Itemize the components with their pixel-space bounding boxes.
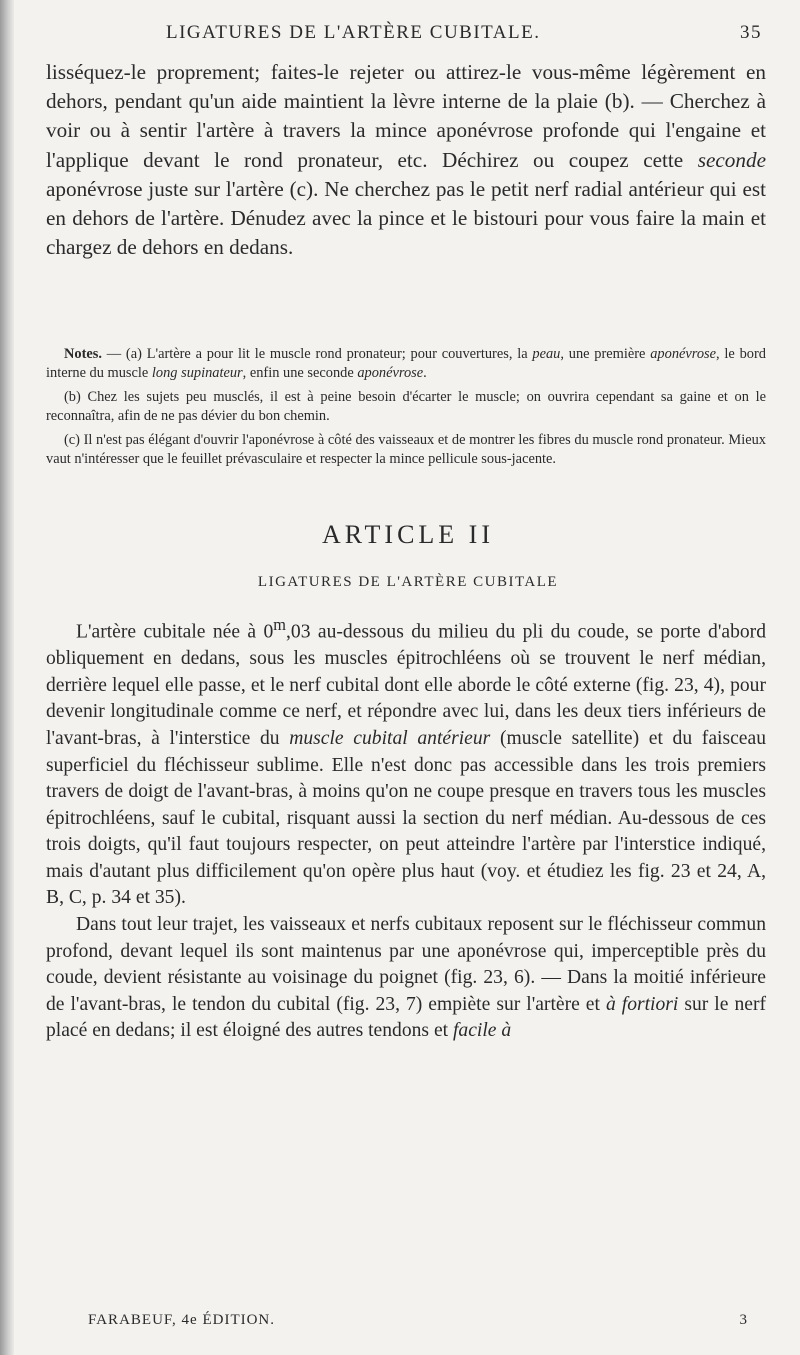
superscript-unit: m: [273, 615, 286, 634]
text-run: lisséquez-le proprement; faites-le rejeter ou attirez-le vous-même légèrement en dehors, pendant qu'un aide maintient la lèvre interne de la plaie (b). — Cherchez à voir ou à sentir l'artère à travers la mince aponévrose profonde qui l'engaine et l'applique devant le rond pronateur, etc. Déchirez ou coupez cette: [46, 60, 766, 172]
text-run: Dans tout leur trajet, les vaisseaux et nerfs cubitaux reposent sur le fléchisseur commun profond, devant lequel ils sont maintenus par une aponévrose qui, imperceptible près du coude, devient résistante au voisinage du poignet (fig. 23, 6). — Dans la moitié inférieure de l'avant-bras, le tendon du cubital (fig. 23, 7) empiète sur l'artère et: [46, 914, 766, 1015]
text-run: (muscle satellite) et du faisceau superficiel du fléchisseur sublime. Elle n'est donc pas accessible dans les trois premiers travers de doigt de l'avant-bras, à moins qu'on ne coupe presque en travers tous les muscles épitrochléens, sauf le cubital, risquant aussi la section du nerf médian. Au-dessous de ces trois doigts, qu'il faut toujours respecter, on peut atteindre l'artère par l'interstice indiqué, mais d'autant plus difficilement qu'on opère plus haut (voy. et étudiez les fig. 23 et 24, A, B, C, p. 34 et 35).: [46, 727, 766, 909]
text-run: L'artère cubitale née à 0: [76, 621, 274, 643]
article-paragraph-2: [46, 912, 766, 1045]
emphasis: peau: [532, 346, 561, 362]
book-page: [46, 0, 770, 1355]
emphasis: aponévrose: [650, 346, 717, 362]
article-subheading: LIGATURES DE L'ARTÈRE CUBITALE: [257, 574, 559, 590]
paragraph-text: [46, 58, 766, 262]
running-head-title: LIGATURES DE L'ARTÈRE CUBITALE.: [166, 22, 541, 43]
emphasis: facile à: [452, 1020, 512, 1042]
article-paragraph-1: [46, 612, 766, 912]
notes-label: Notes.: [64, 346, 102, 362]
emphasis: à fortiori: [605, 993, 679, 1015]
text-run: aponévrose juste sur l'artère (c). Ne cherchez pas le petit nerf radial antérieur qui est en dehors de l'artère. Dénudez avec la pince et le bistouri pour vous faire la main et chargez de dehors en dedans.: [46, 176, 766, 260]
printer-signature: FARABEUF, 4e ÉDITION.: [88, 1312, 276, 1328]
notes-section: [46, 345, 766, 474]
text-run: , enfin une seconde: [242, 365, 358, 381]
emphasis: aponévrose: [357, 365, 424, 381]
text-run: , une première: [560, 346, 651, 362]
continued-paragraph: [46, 58, 766, 262]
emphasis-muscle: muscle cubital antérieur: [289, 727, 491, 749]
text-run: .: [423, 365, 427, 381]
text-run: — (a) L'artère a pour lit le muscle rond pronateur; pour couvertures, la: [101, 346, 533, 362]
text-run: , le bord interne du muscle: [46, 346, 766, 381]
note-c: (c) Il n'est pas élégant d'ouvrir l'aponévrose à côté des vaisseaux et de montrer les fibres du muscle rond pronateur. Mieux vaut n'intéresser que le feuillet prévasculaire et respecter la mince pellicule sous-jacente.: [46, 432, 766, 467]
page-number: 35: [740, 22, 762, 43]
emphasis-seconde: seconde: [697, 147, 766, 172]
text-run: sur le nerf placé en dedans; il est éloigné des autres tendons et: [46, 993, 766, 1042]
text-run: ,03 au-dessous du milieu du pli du coude, se porte d'abord obliquement en dedans, sous les muscles épitrochléens où se trouvent le nerf médian, derrière lequel elle passe, et le nerf cubital dont elle aborde le côté externe (fig. 23, 4), pour devenir longitudinale comme ce nerf, et répondre avec lui, dans les deux tiers inférieurs de l'avant-bras, à l'interstice du: [46, 621, 766, 749]
note-b: (b) Chez les sujets peu musclés, il est à peine besoin d'écarter le muscle; on ouvrira cependant sa gaine et on le reconnaîtra, afin de ne pas dévier du bon chemin.: [46, 389, 766, 424]
sheet-number: 3: [739, 1312, 748, 1328]
article-body: [46, 612, 766, 1045]
emphasis: long supinateur: [151, 365, 243, 381]
book-spine-shadow: [0, 0, 14, 1355]
note-a: [46, 345, 766, 383]
article-heading: ARTICLE II: [321, 520, 495, 549]
